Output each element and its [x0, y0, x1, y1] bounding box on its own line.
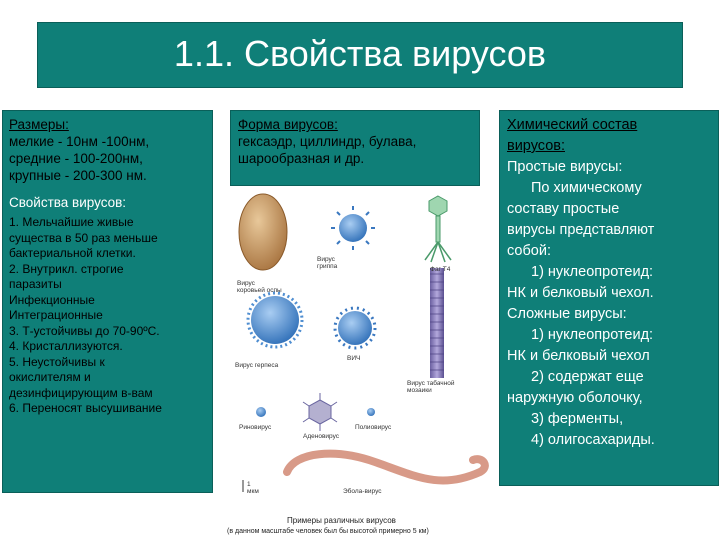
simple-text: составу простые [507, 201, 620, 217]
complex-item: 1) нуклеопротеид: [531, 327, 654, 343]
sizes-heading: Размеры: [9, 117, 69, 132]
property-line: 5. Неустойчивы к [9, 354, 105, 369]
property-line: Инфекционные [9, 292, 95, 307]
hiv-virus [335, 308, 375, 348]
property-line: дезинфицирующим в-вам [9, 385, 153, 400]
label-pox: Вирус коровьей оспы [237, 280, 282, 294]
simple-item-b: НК и белковый чехол. [507, 285, 654, 301]
chem-heading: Химический состав [507, 117, 638, 133]
sizes-properties-panel [2, 110, 213, 493]
property-line: окислителям и [9, 370, 91, 384]
figure-caption-sub: (в данном масштабе человек был бы высотой примерно 5 км) [227, 528, 429, 535]
pox-virus [239, 194, 287, 270]
simple-text: вирусы представляют [507, 222, 655, 238]
shape-panel [230, 110, 480, 186]
simple-item: 1) нуклеопротеид: [531, 264, 654, 280]
title-box [37, 22, 683, 88]
ebola-virus [287, 454, 485, 481]
shape-line: гексаэдр, циллиндр, булава, [238, 134, 417, 149]
shape-line: шарообразная и др. [238, 151, 365, 166]
complex-item: 4) олигосахариды. [531, 432, 655, 448]
chem-heading-2: вирусов: [507, 138, 565, 154]
herpes-virus [248, 293, 302, 347]
property-line: 2. Внутрикл. строгие [9, 261, 124, 276]
influenza-virus [331, 206, 375, 250]
property-line: 3. Т-устойчивы до 70-90ºС. [9, 323, 160, 338]
rhinovirus [256, 407, 266, 417]
label-ebola: Эбола-вирус [343, 488, 382, 495]
poliovirus [367, 408, 375, 416]
property-line: 4. Кристаллизуются. [9, 339, 123, 353]
size-medium: средние - 100-200нм, [9, 151, 143, 166]
complex-item: 2) содержат еще [531, 369, 644, 385]
property-line: бактериальной клетки. [9, 246, 136, 260]
complex-viruses-heading: Сложные вирусы: [507, 306, 627, 322]
label-flu: Вирус гриппа [317, 256, 338, 270]
label-herpes: Вирус герпеса [235, 362, 279, 369]
simple-text: собой: [507, 243, 551, 259]
virus-examples-figure [225, 190, 500, 540]
size-small: мелкие - 10нм -100нм, [9, 134, 150, 149]
simple-text: По химическому [531, 180, 642, 196]
size-large: крупные - 200-300 нм. [9, 168, 147, 183]
label-adeno: Аденовирус [303, 433, 340, 440]
complex-item: наружную оболочку, [507, 390, 643, 406]
simple-viruses-heading: Простые вирусы: [507, 159, 623, 175]
shape-heading: Форма вирусов: [238, 117, 338, 132]
label-scale: 1 мкм [247, 481, 259, 495]
property-line: 6. Переносят высушивание [9, 401, 162, 415]
page-title: 1.1. Свойства вирусов [173, 33, 547, 74]
property-line: паразиты [9, 277, 62, 291]
label-t4: Фаг Т4 [430, 266, 451, 273]
tobacco-mosaic-virus [430, 268, 444, 378]
label-hiv: ВИЧ [347, 355, 361, 362]
properties-heading: Свойства вирусов: [9, 195, 127, 210]
adenovirus [303, 393, 337, 431]
phage-t4 [425, 196, 451, 262]
label-polio: Полиовирус [355, 424, 392, 431]
label-tmv: Вирус табачной мозаики [407, 380, 455, 394]
chemical-composition-panel [499, 110, 719, 486]
property-line: 1. Мельчайшие живые [9, 215, 134, 229]
property-line: существа в 50 раз меньше [9, 230, 158, 245]
property-line: Интеграционные [9, 308, 103, 322]
figure-caption: Примеры различных вирусов [287, 516, 396, 525]
complex-item: 3) ферменты, [531, 411, 624, 427]
label-rhino: Риновирус [239, 424, 272, 431]
complex-item: НК и белковый чехол [507, 348, 650, 364]
